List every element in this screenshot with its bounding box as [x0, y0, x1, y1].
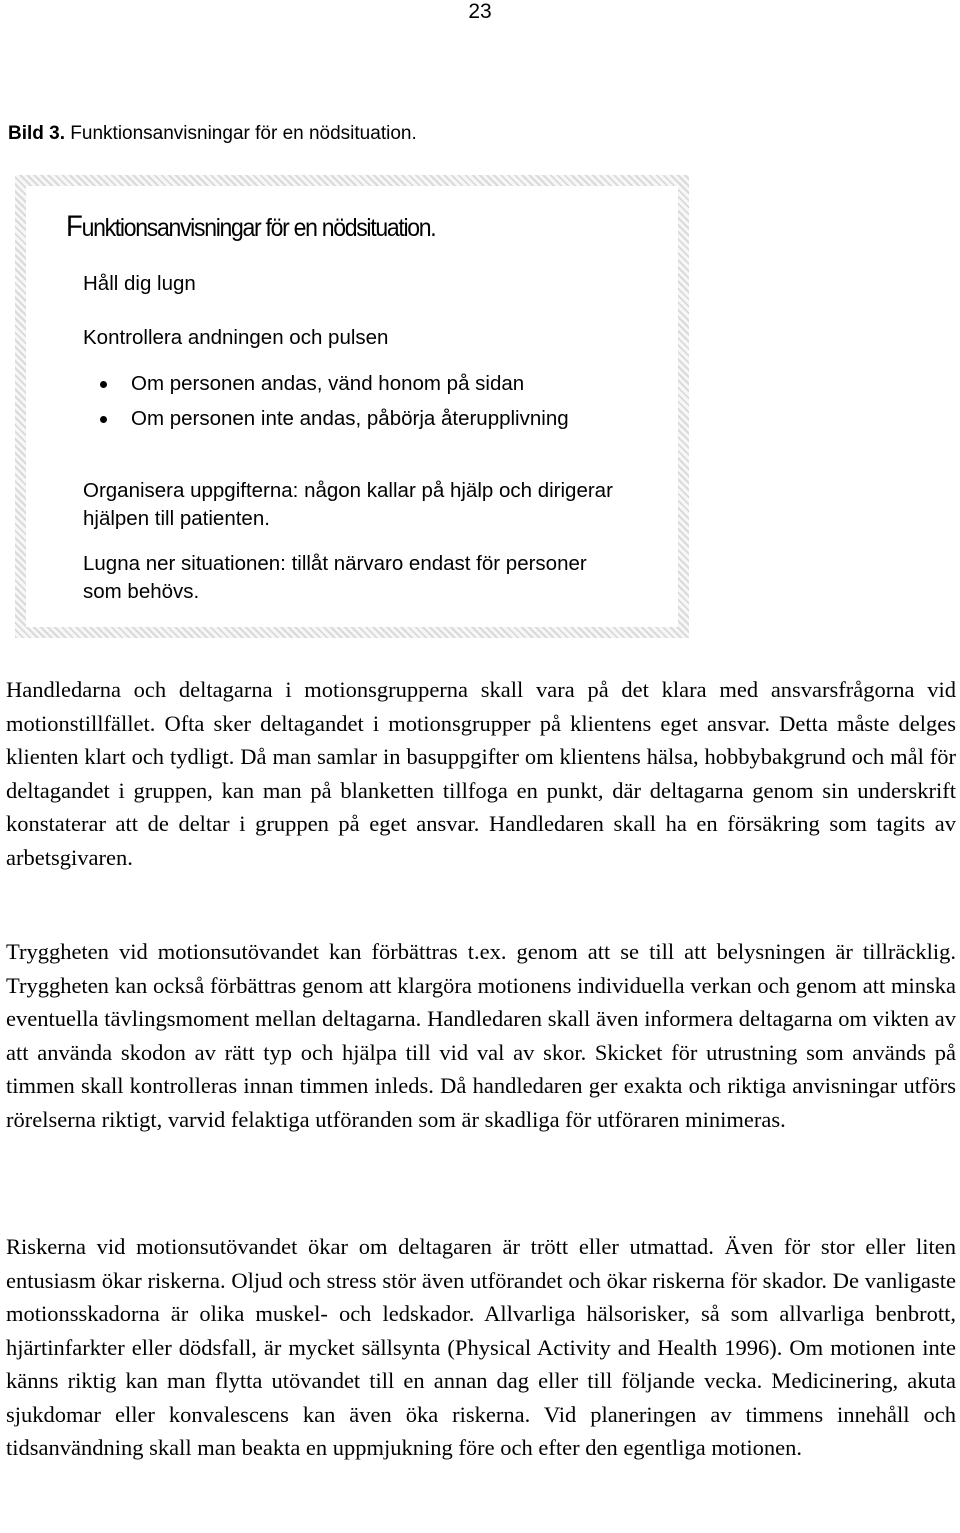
bullet-list [83, 370, 631, 433]
page-number: 23 [468, 0, 492, 23]
figure-caption [8, 122, 417, 146]
caption-text: Funktionsanvisningar för en nödsituation. [65, 123, 417, 144]
bullet-item-breathing: Om personen andas, vänd honom på sidan [83, 370, 631, 398]
box-title-rest: unktionsanvisningar för en nödsituation. [81, 214, 436, 242]
caption-label: Bild 3. [8, 123, 66, 144]
emergency-instructions-box [15, 175, 689, 638]
box-title-initial: F [66, 210, 82, 243]
instruction-calm-situation: Lugna ner situationen: tillåt närvaro endast för personer som behövs. [83, 552, 587, 603]
paragraph-risks: Riskerna vid motionsutövandet ökar om deltagaren är trött eller utmattad. Även för stor eller liten entusiasm ökar riskerna. Oljud och stress stör även utförandet och ökar riskerna för skador. De vanligaste motionsskadorna är olika muskel- och ledskador. Allvarliga hälsorisker, så som allvarliga benbrott, hjärtinfarkter eller dödsfall, är mycket sällsynta (Physical Activity and Health 1996). Om motionen inte känns riktig kan man flytta utövandet till en annan dag eller till följande vecka. Medicinering, akuta sjukdomar eller konvalescens kan även öka riskerna. Vid planeringen av timmens innehåll och tidsanvändning skall man beakta en uppmjukning före och efter den egentliga motionen. [6, 1234, 956, 1460]
bullet-item-not-breathing: Om personen inte andas, påbörja återupplivning [83, 405, 631, 433]
instruction-check-breathing: Kontrollera andningen och pulsen [83, 326, 389, 349]
paragraph-responsibility: Handledarna och deltagarna i motionsgrupperna skall vara på det klara med ansvarsfrågorna vid motionstillfället. Ofta sker deltagandet i motionsgrupper på klientens eget ansvar. Detta måste delges klienten klart och tydligt. Då man samlar in basuppgifter om klientens hälsa, hobbybakgrund och mål för deltagandet i gruppen, kan man på blanketten tillfoga en punkt, där deltagarna genom sin underskrift konstaterar att de deltar i gruppen på eget ansvar. Handledaren skall ha en försäkring som tagits av arbetsgivaren. [6, 677, 956, 870]
box-title [66, 212, 435, 243]
paragraph-safety: Tryggheten vid motionsutövandet kan förbättras t.ex. genom att se till att belysningen är tillräcklig. Tryggheten kan också förbättras genom att klargöra motionens individuella verkan och genom att minska eventuella tävlingsmoment mellan deltagarna. Handledaren skall även informera deltagarna om vikten av att använda skodon av rätt typ och hjälpa till vid val av skor. Skicket för utrustning som används på timmen skall kontrolleras innan timmen inleds. Då handledaren ger exakta och riktiga anvisningar utförs rörelserna riktigt, varvid felaktiga utföranden som är skadliga för utföraren minimeras. [6, 939, 956, 1132]
instruction-stay-calm: Håll dig lugn [83, 272, 196, 295]
instruction-organize-tasks: Organisera uppgifterna: någon kallar på hjälp och dirigerar hjälpen till patienten. [83, 479, 613, 530]
